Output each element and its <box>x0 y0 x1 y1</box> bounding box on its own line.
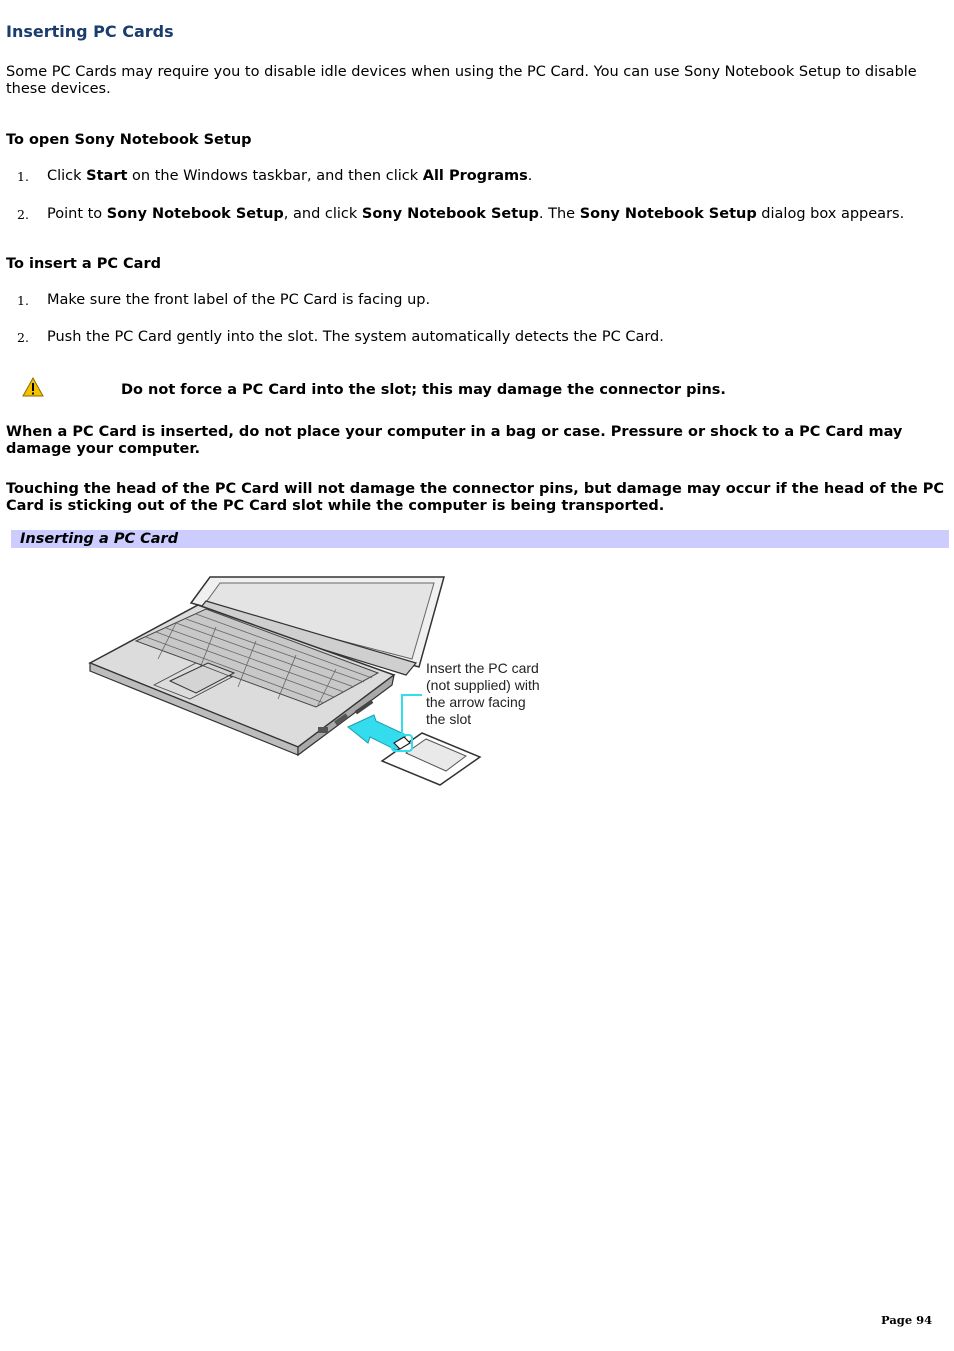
step-text-segment: Point to <box>47 206 107 222</box>
page-number: Page 94 <box>881 1313 933 1327</box>
figure-callout <box>426 660 576 728</box>
step-number: 2. <box>17 330 29 345</box>
warning-icon <box>22 377 44 397</box>
step-text-segment: Make sure the front label of the PC Card is facing up. <box>47 292 431 308</box>
step-text-segment: Push the PC Card gently into the slot. The system automatically detects the PC Card. <box>47 329 664 345</box>
step-text-bold: All Programs <box>422 168 528 184</box>
callout-line: the slot <box>426 711 472 727</box>
step-text-segment: on the Windows taskbar, and then click <box>127 168 423 184</box>
step-text-bold: Sony Notebook Setup <box>579 206 757 222</box>
step-text-bold: Sony Notebook Setup <box>361 206 539 222</box>
step-text-bold: Sony Notebook Setup <box>106 206 284 222</box>
note-transport-warning: Touching the head of the PC Card will not damage the connector pins, but damage may occur if the head of the PC Card is sticking out of the PC Card slot while the computer is being transported. <box>6 481 945 514</box>
step-text <box>47 168 532 185</box>
step-text <box>47 292 430 309</box>
section-heading-insert-card: To insert a PC Card <box>6 256 161 272</box>
step-text-segment: Click <box>47 168 87 184</box>
step-text-segment: . <box>527 168 533 184</box>
step-text-segment: . The <box>538 206 580 222</box>
intro-paragraph: Some PC Cards may require you to disable idle devices when using the PC Card. You can use Sony Notebook Setup to disable these devices. <box>6 64 917 97</box>
page-title: Inserting PC Cards <box>6 22 174 41</box>
step-number: 2. <box>17 207 29 222</box>
step-number: 1. <box>17 293 29 308</box>
figure-caption-bar <box>11 530 949 548</box>
step-number: 1. <box>17 169 29 184</box>
callout-line: (not supplied) with <box>426 677 540 693</box>
step-text <box>47 329 664 346</box>
note-bag-warning: When a PC Card is inserted, do not place your computer in a bag or case. Pressure or shock to a PC Card may damage your computer. <box>6 424 903 457</box>
warning-text: Do not force a PC Card into the slot; this may damage the connector pins. <box>121 382 726 398</box>
section-heading-open-setup: To open Sony Notebook Setup <box>6 132 252 148</box>
callout-line: the arrow facing <box>426 694 526 710</box>
step-text-bold: Start <box>86 168 128 184</box>
step-text-segment: , and click <box>283 206 362 222</box>
step-text-segment: dialog box appears. <box>756 206 905 222</box>
callout-line: Insert the PC card <box>426 660 539 676</box>
step-text <box>47 206 904 223</box>
figure-caption: Inserting a PC Card <box>20 531 179 547</box>
